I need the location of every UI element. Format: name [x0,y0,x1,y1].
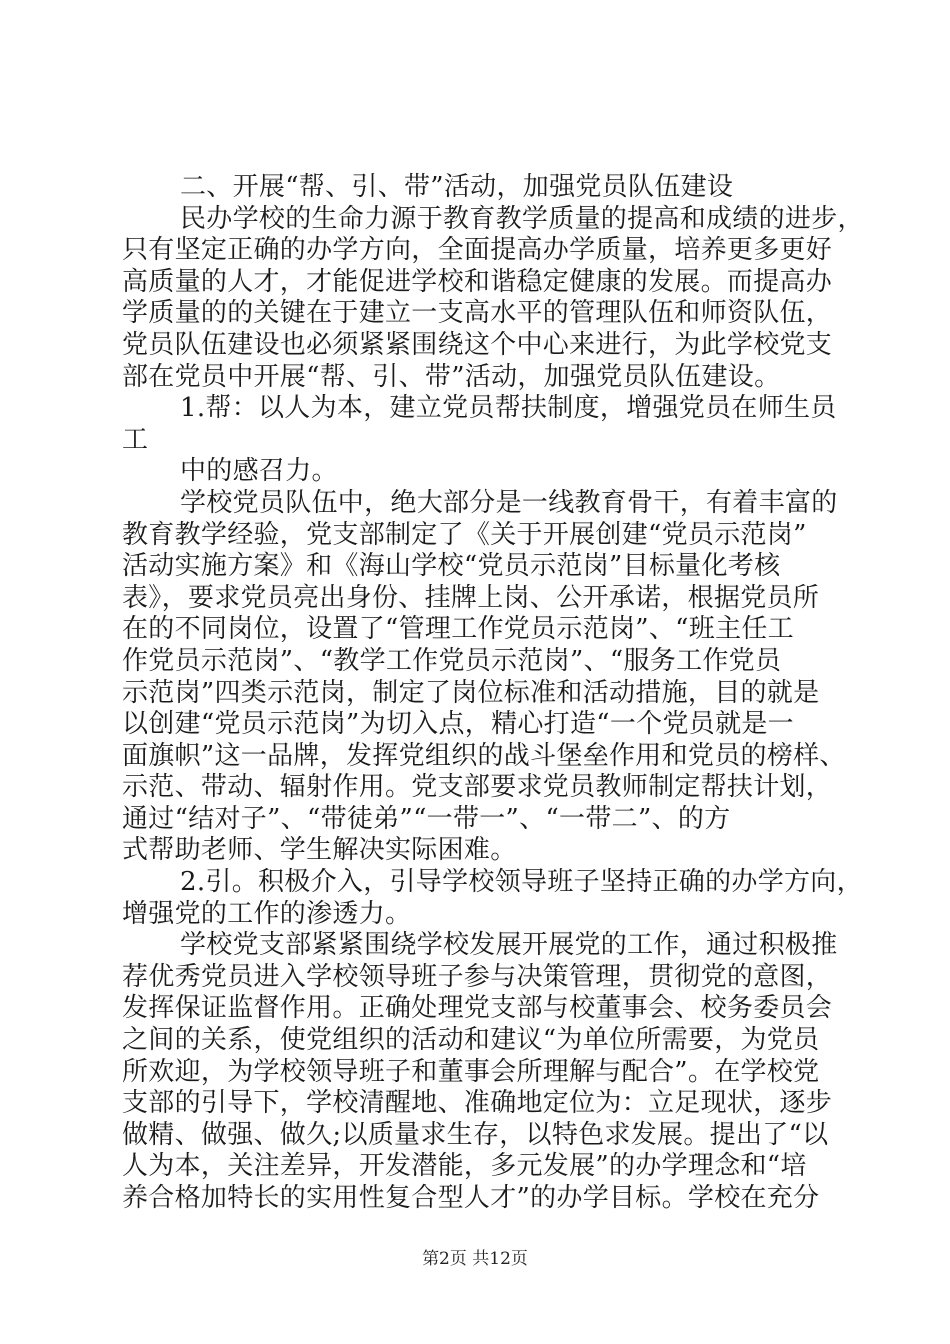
text-line: 养合格加特长的实用性复合型人才”的办学目标。学校在充分 [122,1183,820,1213]
text-line: 只有坚定正确的办学方向，全面提高办学质量，培养更多更好 [122,235,833,266]
text-line: 所欢迎，为学校领导班子和董事会所理解与配合”。在学校党 [122,1056,820,1087]
text-line: 学校党支部紧紧围绕学校发展开展党的工作，通过积极推 [180,930,838,961]
page-footer: 第2页 共12页 [422,1249,528,1269]
text-line: 1.帮：以人为本，建立党员帮扶制度，增强党员在师生员 [180,393,837,424]
text-line: 学质量的的关键在于建立一支高水平的管理队伍和师资队伍， [122,298,833,329]
text-line: 教育教学经验，党支部制定了《关于开展创建“党员示范岗” [122,519,807,550]
text-line: 面旗帜”这一品牌，发挥党组织的战斗堡垒作用和党员的榜样、 [122,740,846,771]
text-line: 工 [122,424,149,455]
text-line: 高质量的人才，才能促进学校和谐稳定健康的发展。而提高办 [122,266,833,297]
text-line: 之间的关系，使党组织的活动和建议“为单位所需要，为党员 [122,1025,820,1056]
text-line: 示范、带动、辐射作用。党支部要求党员教师制定帮扶计划， [122,772,833,803]
text-line: 作党员示范岗”、“教学工作党员示范岗”、“服务工作党员 [122,645,782,676]
text-line: 在的不同岗位，设置了“管理工作党员示范岗”、“班主任工 [122,614,794,645]
text-line: 荐优秀党员进入学校领导班子参与决策管理，贯彻党的意图， [122,961,833,992]
text-line: 部在党员中开展“帮、引、带”活动，加强党员队伍建设。 [122,361,781,392]
text-line: 人为本，关注差异，开发潜能，多元发展”的办学理念和“培 [122,1151,807,1182]
text-line: 以创建“党员示范岗”为切入点，精心打造“一个党员就是一 [122,709,794,740]
text-line: 示范岗”四类示范岗，制定了岗位标准和活动措施，目的就是 [122,677,820,708]
text-line: 中的感召力。 [180,456,338,487]
text-line: 通过“结对子”、“带徒弟”“一带一”、“一带二”、的方 [122,803,731,834]
text-line: 活动实施方案》和《海山学校“党员示范岗”目标量化考核 [122,551,781,582]
text-line: 支部的引导下，学校清醒地、准确地定位为：立足现状，逐步 [122,1088,833,1119]
text-line: 表》，要求党员亮出身份、挂牌上岗、公开承诺，根据党员所 [122,582,820,613]
text-line: 式帮助老师、学生解决实际困难。 [122,835,517,866]
text-line: 做精、做强、做久;以质量求生存，以特色求发展。提出了“以 [122,1119,829,1150]
document-body [122,172,864,1215]
text-line: 党员队伍建设也必须紧紧围绕这个中心来进行，为此学校党支 [122,329,833,360]
text-line: 增强党的工作的渗透力。 [122,898,412,929]
text-line: 二、开展“帮、引、带”活动，加强党员队伍建设 [180,172,734,202]
text-line: 民办学校的生命力源于教育教学质量的提高和成绩的进步， [180,203,864,234]
text-line: 学校党员队伍中，绝大部分是一线教育骨干，有着丰富的 [180,487,838,518]
text-line: 2.引。积极介入，引导学校领导班子坚持正确的办学方向， [180,867,863,898]
text-line: 发挥保证监督作用。正确处理党支部与校董事会、校务委员会 [122,993,833,1024]
